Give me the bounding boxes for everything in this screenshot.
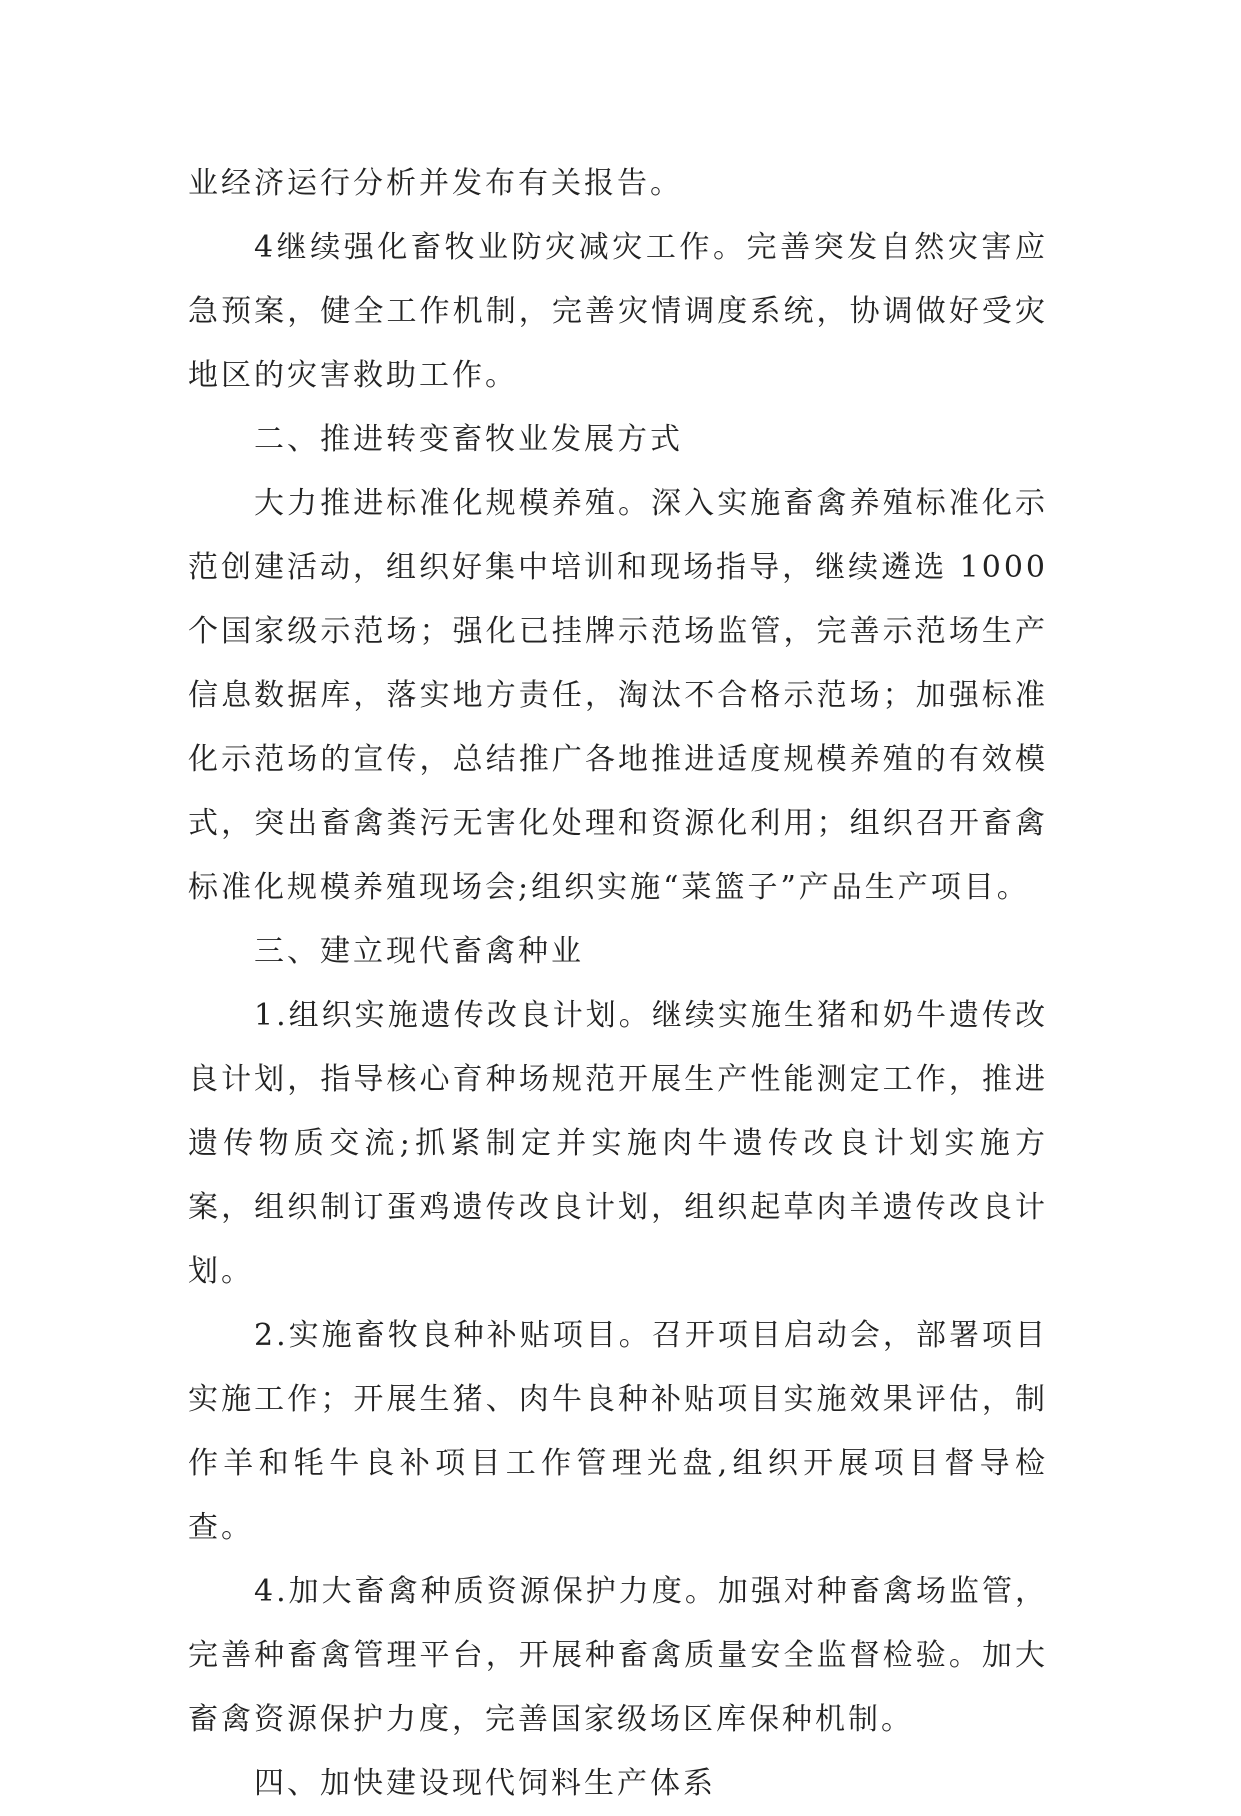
section-heading-3: 三、建立现代畜禽种业 [254, 934, 584, 969]
section-heading-4: 四、加快建设现代饲料生产体系 [254, 1766, 716, 1801]
paragraph-continuation: 业经济运行分析并发布有关报告。 [188, 166, 683, 201]
section-heading-2: 二、推进转变畜牧业发展方式 [254, 422, 683, 457]
paragraph-breed-subsidy: 2.实施畜牧良种补贴项目。召开项目启动会，部署项目实施工作；开展生猪、肉牛良种补贴项目实施效果评估，制作羊和牦牛良补项目工作管理光盘,组织开展项目督导检查。 [188, 1318, 1048, 1545]
document-body [188, 152, 1061, 1816]
paragraph-standardized-farming: 大力推进标准化规模养殖。深入实施畜禽养殖标准化示范创建活动，组织好集中培训和现场指导，继续遴选 1000 个国家级示范场；强化已挂牌示范场监管，完善示范场生产信息数据库，落实地方责任，淘汰不合格示范场；加强标准化示范场的宣传，总结推广各地推进适度规模养殖的有效模式，突出畜禽粪污无害化处理和资源化利用；组织召开畜禽标准化规模养殖现场会;组织实施“菜篮子”产品生产项目。 [188, 486, 1061, 905]
paragraph-disaster-prevention: 4继续强化畜牧业防灾减灾工作。完善突发自然灾害应急预案，健全工作机制，完善灾情调度系统，协调做好受灾地区的灾害救助工作。 [188, 230, 1048, 393]
paragraph-genetic-improvement: 1.组织实施遗传改良计划。继续实施生猪和奶牛遗传改良计划，指导核心育种场规范开展生产性能测定工作，推进遗传物质交流;抓紧制定并实施肉牛遗传改良计划实施方案，组织制订蛋鸡遗传改良计划，组织起草肉羊遗传改良计划。 [188, 998, 1048, 1289]
paragraph-germplasm-protection: 4.加大畜禽种质资源保护力度。加强对种畜禽场监管，完善种畜禽管理平台，开展种畜禽质量安全监督检验。加大畜禽资源保护力度，完善国家级场区库保种机制。 [188, 1574, 1048, 1737]
